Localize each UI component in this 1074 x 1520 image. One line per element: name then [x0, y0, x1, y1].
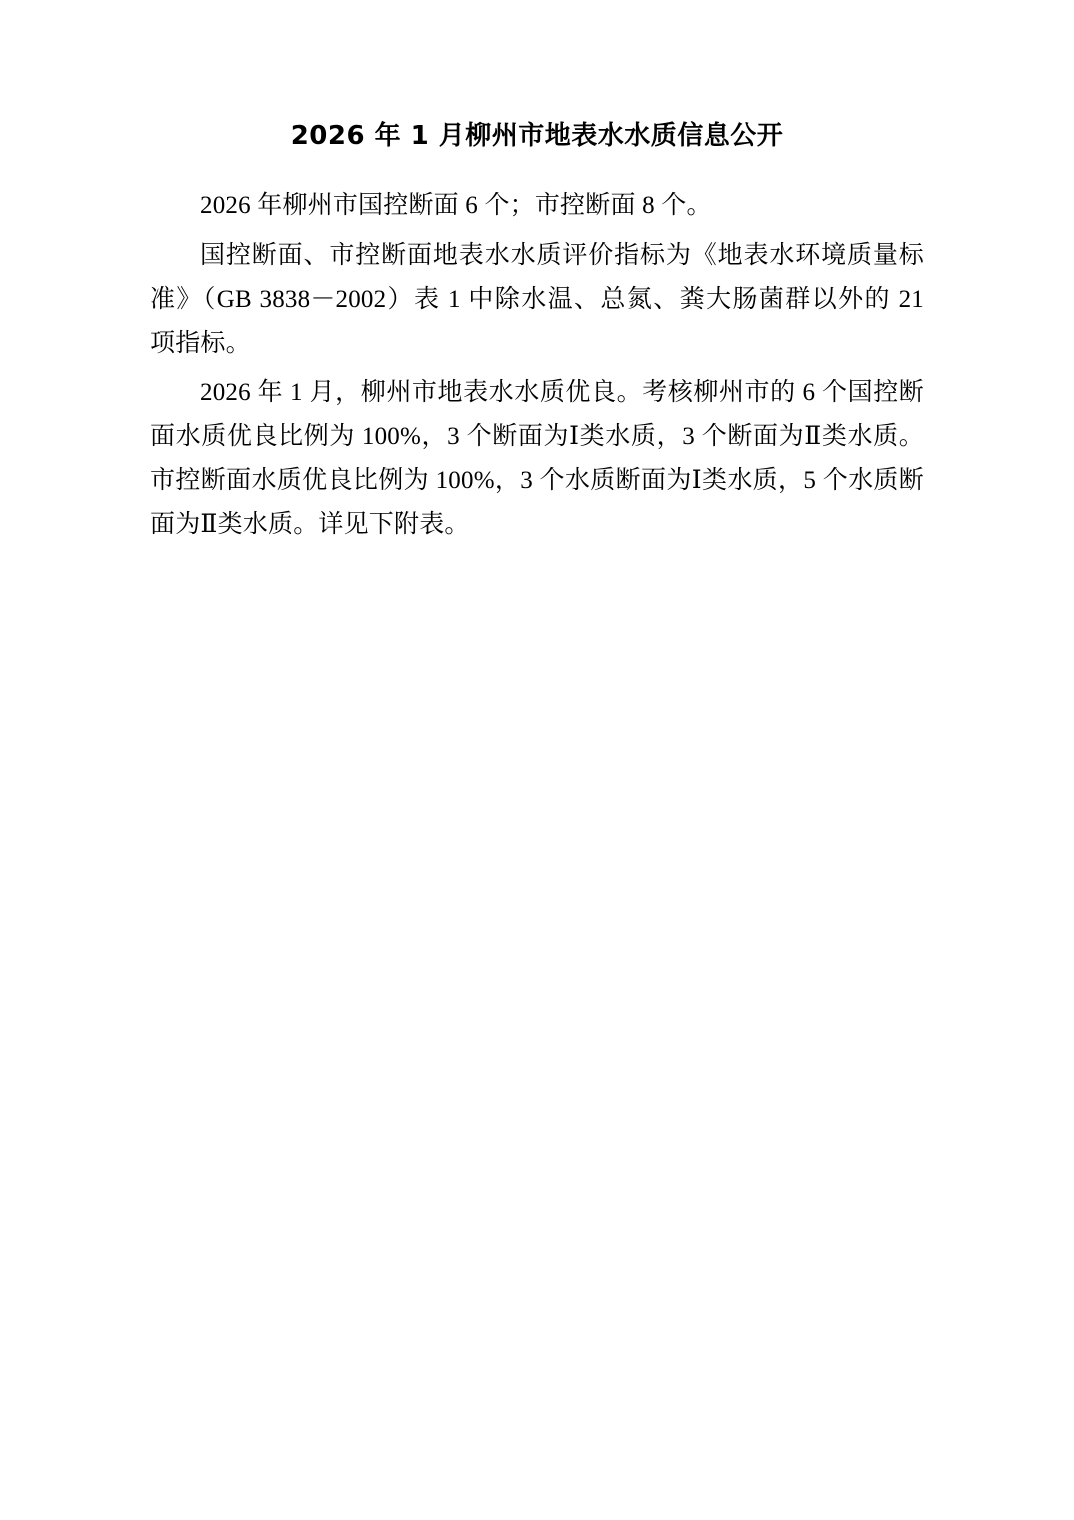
page-title: 2026 年 1 月柳州市地表水水质信息公开	[290, 121, 784, 151]
paragraph-evaluation-standard: 国控断面、市控断面地表水水质评价指标为《地表水环境质量标准》（GB 3838－2002）表 1 中除水温、总氮、粪大肠菌群以外的 21 项指标。	[150, 242, 924, 357]
paragraph-section-counts: 2026 年柳州市国控断面 6 个；市控断面 8 个。	[200, 192, 712, 220]
paragraph-monthly-result: 2026 年 1 月，柳州市地表水水质优良。考核柳州市的 6 个国控断面水质优良比例为 100%，3 个断面为Ⅰ类水质，3 个断面为Ⅱ类水质。市控断面水质优良比例为 100%，3 个水质断面为Ⅰ类水质，5 个水质断面为Ⅱ类水质。详见下附表。	[150, 379, 924, 538]
